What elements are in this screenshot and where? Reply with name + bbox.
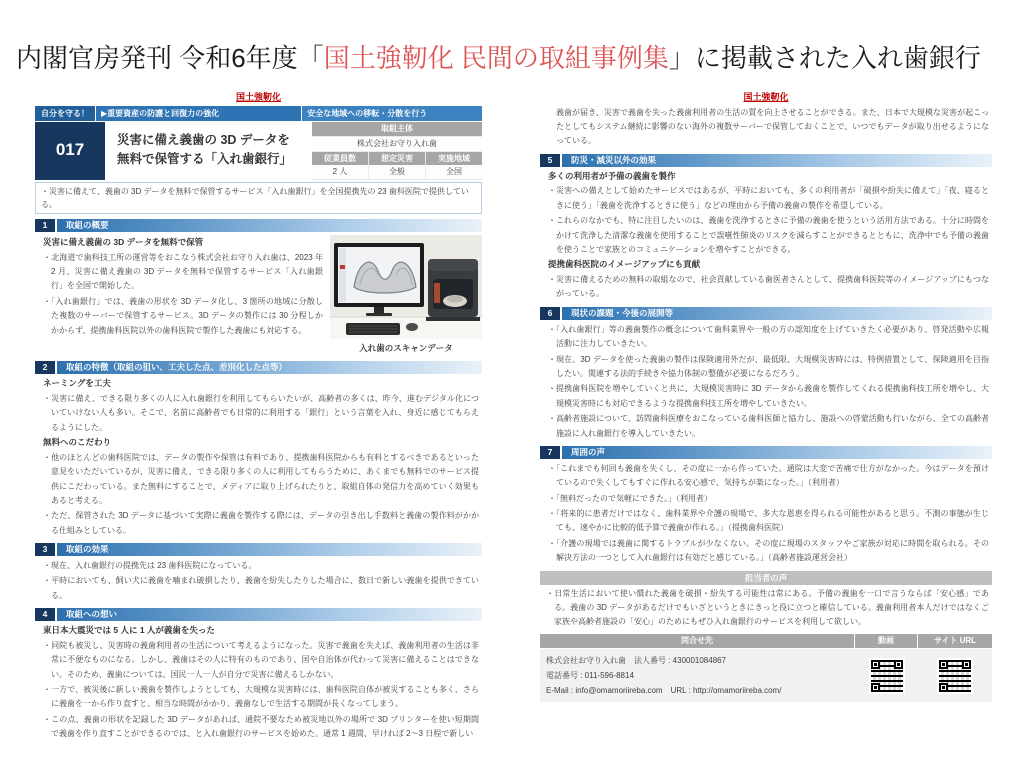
section-7-number: 7 [540, 446, 560, 459]
entity-column-values [312, 165, 482, 179]
section-4-bullet: ・この点、義歯の形状を記録した 3D データがあれば、通院不要なため被災地以外の場所で 3D プリンターを使い短期間で義歯を作り直すことができるのでは、と入れ歯銀行のサービスを始めた。通常 1 週間、早ければ 2～3 日程で新しい [43, 714, 479, 739]
case-title-line2: 無料で保管する「入れ歯銀行」 [117, 152, 293, 167]
section-6-number: 6 [540, 307, 560, 320]
section-1-bullet: ・「入れ歯銀行」では、義歯の形状を 3D データ化し、3 箇所の地域に分散した複数のサーバーで保管するサービス。3D データの製作には 30 分程しかかからず、提携歯科医院以外の歯科医院で製作した義歯にも対応する。 [43, 296, 323, 335]
entity-table-header: 取組主体 [312, 122, 482, 136]
section-7-bar [540, 446, 992, 459]
entity-col-area: 実施地域 [426, 152, 482, 165]
lead-summary: ・災害に備えて、義歯の 3D データを無料で保管するサービス「入れ歯銀行」を全国提携先の 23 歯科医院で提供している。 [35, 182, 482, 214]
continuation-paragraph: 義歯が届き、災害で義歯を失った義歯利用者の生活の質を向上させることができる。また、日本で大規模な災害が起こったとしてもシステム継続に影響のない海外の複数サーバーで保管しておくことで、いつでもデータが取り出せるようになっている。 [556, 107, 989, 146]
section-1-title: 取組の概要 [57, 219, 482, 232]
section-1-subhead: 災害に備え義歯の 3D データを無料で保管 [43, 237, 204, 248]
section-5-bullet: ・これらのなかでも、特に注目したいのは、義歯を洗浄するときに予備の義歯を使うという活用方法である。十分に時間をかけて洗浄した清潔な義歯を使用することで誤嚥性肺炎のリスクを減らすことができるとともに、洗浄中でも予備の義歯を使うことで家族とのコミュニケーションを増やすことができる。 [548, 216, 989, 255]
case-number: 017 [35, 122, 105, 180]
kokudo-badge-right: 国土強靭化 [743, 92, 789, 102]
site-url-qr-code [939, 660, 971, 692]
case-title-line1: 災害に備え義歯の 3D データを [117, 132, 290, 147]
contact-body [540, 649, 992, 703]
entity-col-employees: 従業員数 [312, 152, 368, 165]
staff-voice-bar: 担当者の声 [540, 571, 992, 585]
section-7-bullet: ・「将来的に患者だけではなく、歯科業界や介護の現場で、多大な恩恵を得られる可能性があると思う。不測の事態が生じても、速やかに比較的低予算で義歯が作れる。」（提携歯科医院） [548, 509, 989, 533]
section-4-bullet: ・一方で、被災後に新しい義歯を製作しようとしても、大規模な災害時には、歯科医院自体が被災することも多く、さらに義歯を一から作り直すと、相当な時間がかかり、義歯なしで生活する期間が長くなってしまう。 [43, 685, 479, 709]
section-3-title: 取組の効果 [57, 543, 482, 556]
section-2-title: 取組の特徴（取組の狙い、工夫した点、差別化した点等） [57, 361, 482, 374]
section-2-bar [35, 361, 482, 374]
section-4-number: 4 [35, 608, 55, 621]
contact-header: 問合せ先 [540, 634, 854, 648]
section-5-bar [540, 154, 992, 167]
category-bar [35, 106, 482, 121]
section-5-subhead-spare: 多くの利用者が予備の義歯を製作 [548, 170, 676, 181]
case-header [35, 122, 482, 180]
section-7-bullet: ・「無料だったので気軽にできた。」（利用者） [548, 493, 712, 503]
page-title-suffix: 」に掲載された入れ歯銀行 [668, 43, 981, 73]
section-5-bullet: ・災害に備えるための無料の取組なので、社会貢献している歯医者さんとして、提携歯科医院等のイメージアップにもつながっている。 [548, 275, 989, 299]
section-2-bullet: ・ただ、保管された 3D データに基づいて実際に義歯を製作する際には、データの引き出し手数料と義歯の製作料がかかる仕組みとしている。 [43, 511, 479, 535]
section-2-subhead-naming: ネーミングを工夫 [43, 378, 111, 389]
entity-name: 株式会社お守り入れ歯 [312, 137, 482, 151]
section-4-subhead: 東日本大震災では 5 人に 1 人が義歯を失った [43, 625, 215, 636]
section-6-bullet: ・高齢者施設について、訪問歯科医療をおこなっている歯科医師と協力し、施設への啓蒙活動も行いながら、全ての高齢者施設に入れ歯銀行を導入していきたい。 [548, 414, 989, 438]
scan-photo [326, 235, 482, 356]
section-7-bullet: ・「これまでも何回も義歯を失くし、その度に一から作っていた。通院は大変で苦痛で仕方がなかった。今はデータを預けているので失くしてもすぐに作れる安心感で、気持ちが楽になった。」（利用者） [548, 463, 989, 488]
contact-phone-line: 電話番号 : 011-596-8814 [546, 671, 634, 680]
entity-column-headers [312, 152, 482, 165]
section-1-bullet: ・北海道で歯科技工所の運営等をおこなう株式会社お守り入れ歯は、2023 年 2 月、災害に備え義歯の 3D データを無料で保管するサービス「入れ歯銀行」を全国で開始した。 [43, 252, 323, 291]
contact-company-line: 株式会社お守り入れ歯 法人番号 : 430001084867 [546, 655, 727, 665]
section-7-title: 周囲の声 [562, 446, 992, 459]
video-qr-cell [856, 653, 918, 699]
section-7-bullet: ・「介護の現場では義歯に関するトラブルが少なくない。その度に現場のスタッフやご家族が対応に時間を取られる。その解決方法の一つとして入れ歯銀行は有効だと感じている。」（高齢者施設運営会社） [548, 538, 989, 563]
category-1-label: ▶重要資産の防護と回復力の強化 [96, 106, 301, 121]
section-2-bullet: ・災害に備え、できる限り多くの人に入れ歯銀行を利用してもらいたいが、高齢者の多くは、昨今、進むデジタル化についていけない人も多い。そこで、名前に高齢者でも日常的に利用する「銀行」という言葉を入れ、身近に感じてもらえるようにした。 [43, 393, 479, 432]
section-1-number: 1 [35, 219, 55, 232]
section-6-bullet: ・現在、3D データを使った義歯の製作は保険適用外だが、最低限、大規模災害時には、特例措置として、保険適用を目指したい。関連する法的手続きや協力体制の整備が必要になるだろう。 [548, 354, 989, 378]
section-3-bullet: ・平時においても、飼い犬に義歯を噛まれ破損したり、義歯を紛失したりした場合に、数日で新しい義歯を提供できている。 [43, 576, 479, 600]
section-4-title: 取組への想い [57, 608, 482, 621]
section-1-bar [35, 219, 482, 232]
site-qr-cell [918, 653, 992, 699]
denture-scanner-photo [330, 235, 482, 339]
kokudo-badge-left: 国土強靭化 [235, 92, 281, 102]
contact-email-url-line: E-Mail : info@omamoriireba.com URL : http://omamoriireba.com/ [546, 686, 782, 696]
case-title [105, 122, 312, 180]
section-2-subhead-free: 無料へのこだわり [43, 437, 112, 448]
section-5-bullet: ・災害への備えとして始めたサービスではあるが、平時においても、多くの利用者が「破損や紛失に備えて」「夜、寝るときに使う」「義歯を洗浄するときに使う」などの理由から予備の義歯の製作を希望している。 [548, 186, 989, 210]
category-2-label: 安全な地域への移転・分散を行う [302, 106, 482, 121]
page-title-prefix: 内閣官房発刊 令和6年度「 [16, 43, 324, 73]
video-header: 動画 [855, 634, 917, 648]
section-3-bullet: ・現在、入れ歯銀行の提携先は 23 歯科医院になっている。 [43, 561, 257, 571]
section-6-bar [540, 307, 992, 320]
video-qr-code [871, 660, 903, 692]
section-5-title: 防災・減災以外の効果 [562, 154, 992, 167]
entity-val-disaster: 全般 [369, 165, 425, 179]
section-5-number: 5 [540, 154, 560, 167]
category-self-label: 自分を守る！ [35, 106, 95, 121]
site-url-header: サイト URL [918, 634, 992, 648]
staff-voice-text: ・日常生活において使い慣れた義歯を破損・紛失する可能性は常にある。予備の義歯を一口で言うならば「安心感」である。義歯の 3D データがあるだけでもいざというときにきっと役に立つと確信している。義歯利用者本人だけではなくご家族や高齢者施設の「安心」のためにもぜひ入れ歯銀行のサービスを利用して欲しい。 [546, 588, 989, 627]
right-page [540, 92, 992, 702]
section-6-title: 現状の課題・今後の展開等 [562, 307, 992, 320]
section-4-bar [35, 608, 482, 621]
section-6-bullet: ・提携歯科医院を増やしていくと共に、大規模災害時に 3D データから義歯を製作してくれる提携歯科技工所を増やし、大規模災害時にも対応できるような提携歯科技工所を増やしていきたい。 [548, 384, 989, 408]
entity-table [312, 122, 482, 180]
section-3-number: 3 [35, 543, 55, 556]
section-5-subhead-image: 提携歯科医院のイメージアップにも貢献 [548, 259, 701, 270]
entity-val-employees: 2 人 [312, 165, 368, 179]
section-2-number: 2 [35, 361, 55, 374]
page-title-highlight: 国土強靭化 民間の取組事例集 [323, 43, 669, 73]
contact-header-row [540, 634, 992, 648]
section-6-bullet: ・「入れ歯銀行」等の義歯製作の概念について歯科業界や一般の方の認知度を上げていきたく必要があり、啓発活動や広報活動に注力していきたい。 [548, 324, 989, 349]
section-1-content [35, 235, 482, 356]
section-3-bar [35, 543, 482, 556]
page-title [16, 38, 1016, 75]
photo-caption: 入れ歯のスキャンデータ [359, 343, 453, 354]
section-2-bullet: ・他のほとんどの歯科医院では、データの製作や保管は有料であり、提携歯科医院からも有料とするべきであるといった意見をいただいているが、災害に備え、できる限り多くの人に利用してもらうために、あくまでも無料でのサービス提供にこだわっている。また無料にすることで、メディアに取り上げられたりと、取組自体の発信力を高めていく効果もあると考える。 [43, 452, 479, 505]
contact-block [540, 634, 992, 703]
left-page [35, 92, 482, 743]
entity-val-area: 全国 [426, 165, 482, 179]
section-4-bullet: ・同院も被災し、災害時の義歯利用者の生活について考えるようになった。災害で義歯を失えば、義歯利用者の生活は非常に不便なものになる。しかし、義歯はその人に特有のものであり、国や自治体が代わって災害に備えることはできない。そのため、義歯については、国民一人一人が自分で災害に備えるしかない。 [43, 640, 479, 679]
entity-col-disaster: 想定災害 [369, 152, 425, 165]
